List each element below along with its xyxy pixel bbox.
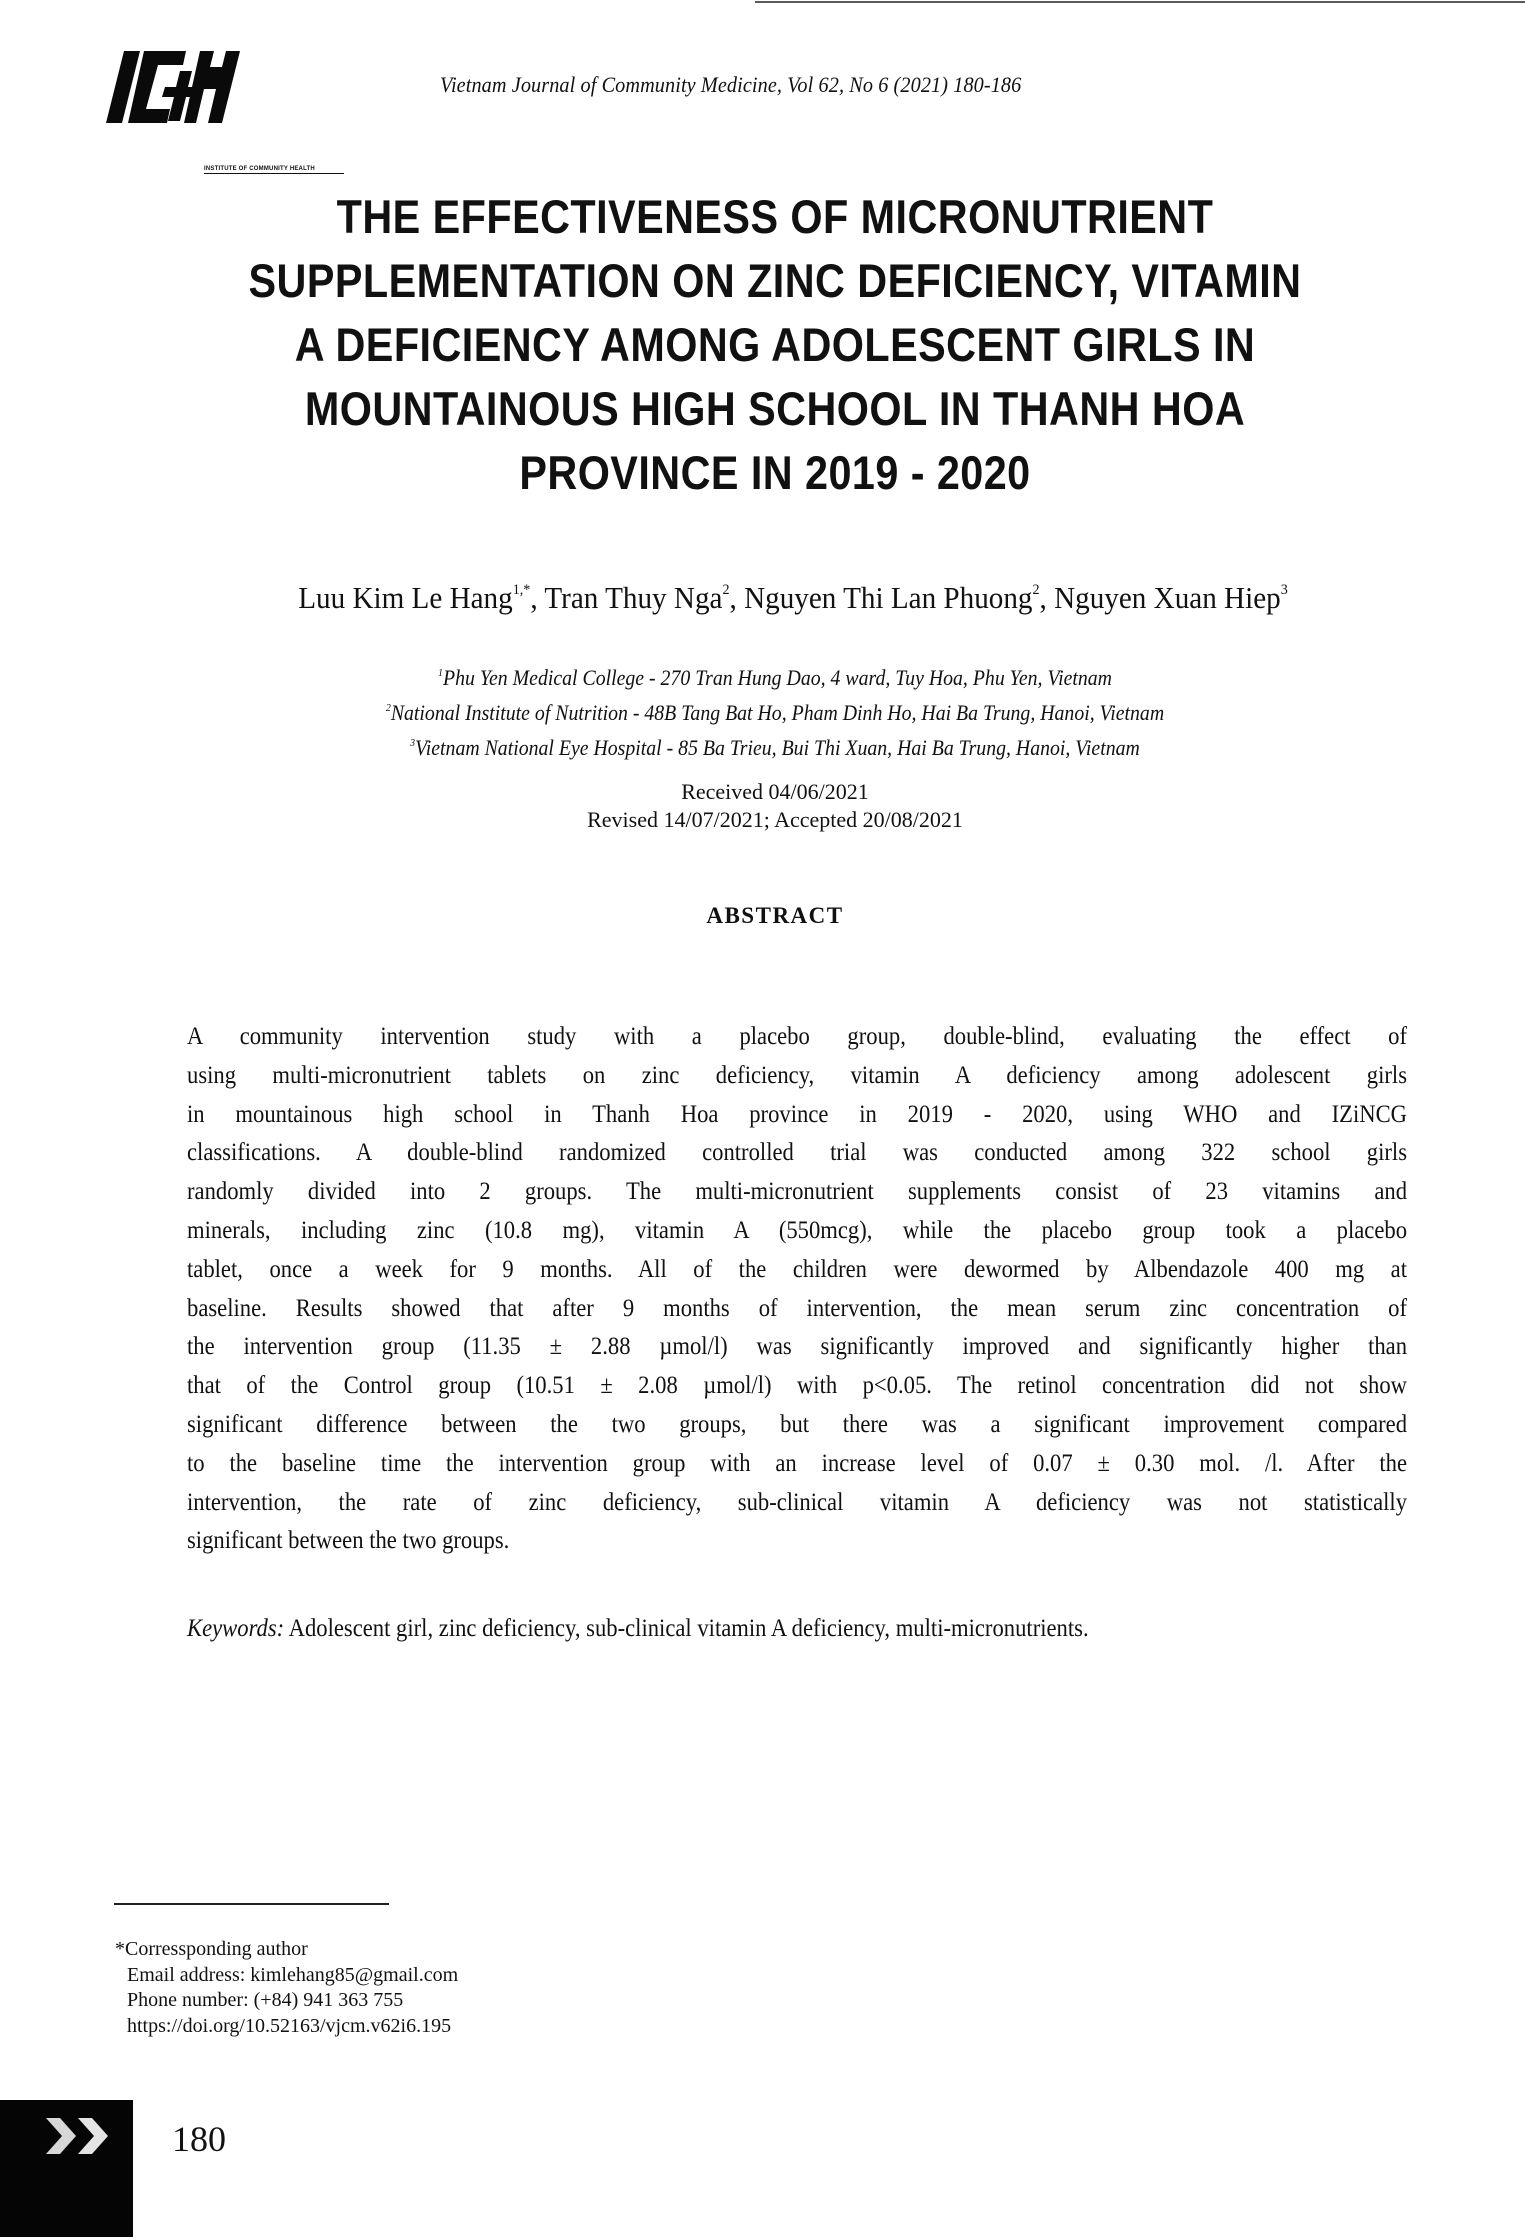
abstract-line: tablet, once a week for 9 months. All of the children were dewormed by Albendazole 400 mg at [187,1255,1408,1283]
author-email[interactable]: Email address: kimlehang85@gmail.com [127,1963,459,1986]
title-line: A DEFICIENCY AMONG ADOLESCENT GIRLS IN [294,318,1256,371]
abstract-body [187,1018,1407,1561]
logo-caption: INSTITUTE OF COMMUNITY HEALTH [204,166,344,174]
affiliation [258,693,1293,728]
abstract-line: A community intervention study with a placebo group, double-blind, evaluating the effect of [187,1023,1408,1050]
author-name: Nguyen Thi Lan Phuong [744,580,1033,615]
abstract-line: classifications. A double-blind randomized controlled trial was conducted among 322 school girls [187,1139,1408,1167]
institute-logo [100,45,315,172]
author-affiliation-mark: 3 [1280,582,1288,598]
received-date: Received 04/06/2021 [681,779,869,804]
revised-accepted-dates: Revised 14/07/2021; Accepted 20/08/2021 [587,807,963,832]
author-separator: , [729,580,745,615]
double-chevron-right-icon [42,2118,132,2158]
page-number: 180 [172,2119,226,2159]
abstract-line: randomly divided into 2 groups. The multi-micronutrient supplements consist of 23 vitamins and [187,1178,1408,1206]
affiliation [258,728,1293,763]
abstract-line: to the baseline time the intervention group with an increase level of 0.07 ± 0.30 mol. /l. After the [187,1449,1408,1477]
affiliation-list [200,658,1350,763]
author-separator: , [1039,580,1055,615]
title-line: MOUNTAINOUS HIGH SCHOOL IN THANH HOA [304,382,1246,435]
author-name: Nguyen Xuan Hiep [1054,580,1281,615]
author-name: Luu Kim Le Hang [298,580,513,615]
affiliation [258,658,1293,693]
corresponding-author-footnote [115,1937,458,2039]
author-list [187,580,1400,616]
affiliation-mark: 2 [385,702,391,714]
footnote-rule [114,1903,389,1905]
abstract-line: intervention, the rate of zinc deficiency, sub-clinical vitamin A deficiency was not statistically [187,1488,1408,1516]
keywords-text: Adolescent girl, zinc deficiency, sub-clinical vitamin A deficiency, multi-micronutrients. [284,1615,1089,1642]
article-title [110,185,1440,505]
affiliation-text: National Institute of Nutrition - 48B Tang Bat Ho, Pham Dinh Ho, Hai Ba Trung, Hanoi, Vietnam [390,700,1165,725]
author-separator: , [530,580,545,615]
abstract-line: significant difference between the two groups, but there was a significant improvement compared [187,1410,1408,1438]
affiliation-text: Vietnam National Eye Hospital - 85 Ba Trieu, Bui Thi Xuan, Hai Ba Trung, Hanoi, Vietnam [415,735,1140,760]
author-affiliation-mark: 1,* [512,582,531,598]
abstract-line: significant between the two groups. [187,1527,510,1555]
abstract-line: in mountainous high school in Thanh Hoa province in 2019 - 2020, using WHO and IZiNCG [187,1100,1408,1128]
top-rule [755,1,1525,3]
title-line: PROVINCE IN 2019 - 2020 [519,446,1031,499]
abstract-heading: ABSTRACT [706,903,844,928]
corresponding-author-label: *Corressponding author [115,1938,308,1960]
keywords-label: Keywords: [187,1615,285,1642]
abstract-line: the intervention group (11.35 ± 2.88 µmol/l) was significantly improved and significantly higher than [187,1333,1408,1361]
abstract-line: that of the Control group (10.51 ± 2.08 µmol/l) with p<0.05. The retinol concentration did not show [187,1372,1408,1400]
abstract-line: baseline. Results showed that after 9 months of intervention, the mean serum zinc concentration of [187,1294,1408,1322]
publication-dates [450,778,1100,834]
ich-logo-icon [100,45,260,127]
journal-citation: Vietnam Journal of Community Medicine, Vol 62, No 6 (2021) 180-186 [440,72,1022,97]
abstract-line: minerals, including zinc (10.8 mg), vitamin A (550mcg), while the placebo group took a placebo [187,1216,1408,1244]
doi-link[interactable]: https://doi.org/10.52163/vjcm.v62i6.195 [127,2014,452,2037]
page-tab [0,2100,133,2237]
abstract-line: using multi-micronutrient tablets on zinc deficiency, vitamin A deficiency among adolescent girls [187,1061,1408,1089]
author-affiliation-mark: 2 [722,582,730,598]
affiliation-text: Phu Yen Medical College - 270 Tran Hung Dao, 4 ward, Tuy Hoa, Phu Yen, Vietnam [442,665,1112,690]
author-name: Tran Thuy Nga [544,580,723,615]
title-line: SUPPLEMENTATION ON ZINC DEFICIENCY, VITAMIN [248,254,1302,307]
affiliation-mark: 1 [438,667,443,679]
affiliation-mark: 3 [410,737,416,749]
title-line: THE EFFECTIVENESS OF MICRONUTRIENT [336,190,1214,243]
author-affiliation-mark: 2 [1032,582,1040,598]
keywords [187,1615,1089,1643]
author-phone: Phone number: (+84) 941 363 755 [127,1989,404,2011]
